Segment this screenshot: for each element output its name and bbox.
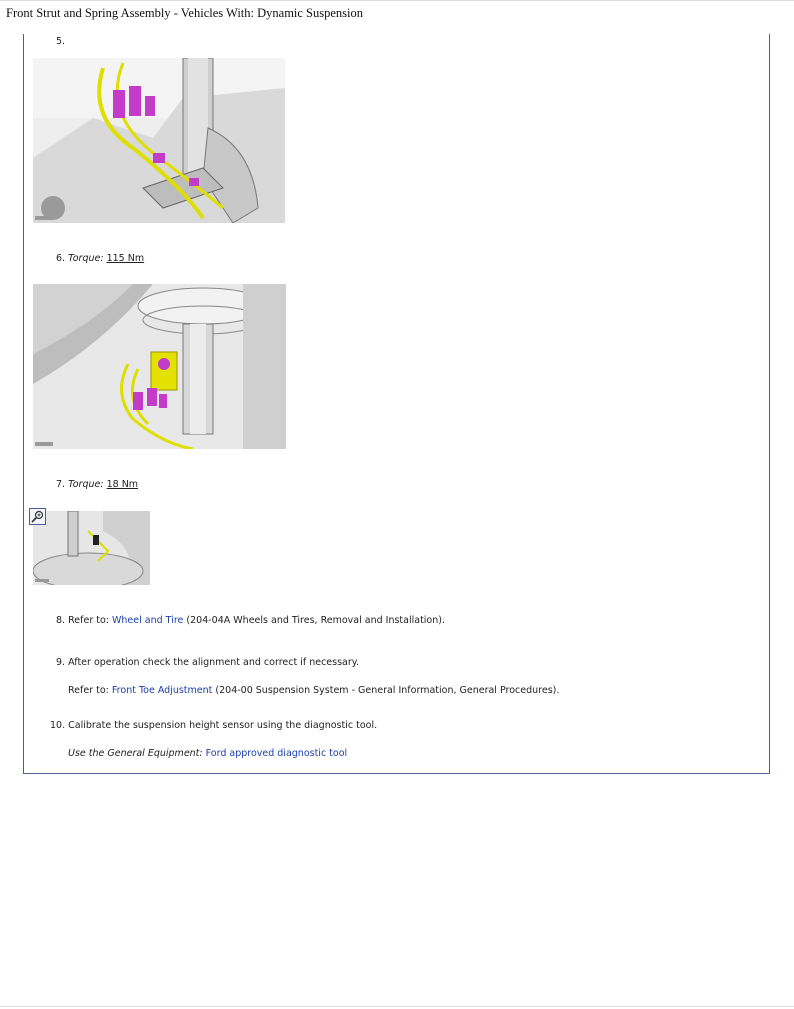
torque-label: Torque: <box>68 479 104 490</box>
step-9-reference <box>68 685 559 696</box>
step-10-equipment <box>68 748 347 759</box>
figure-strut-bracket <box>33 284 286 449</box>
wheel-and-tire-link[interactable]: Wheel and Tire <box>112 615 184 626</box>
step-6 <box>56 253 144 264</box>
step-text: Calibrate the suspension height sensor using the diagnostic tool. <box>68 720 378 731</box>
step-number: 5. <box>56 36 66 47</box>
torque-label: Torque: <box>68 253 104 264</box>
top-rule <box>0 0 794 1</box>
refer-label: Refer to: <box>68 615 109 626</box>
step-9 <box>56 657 359 668</box>
reference-detail: (204-04A Wheels and Tires, Removal and Installation). <box>186 615 445 626</box>
diagnostic-tool-link[interactable]: Ford approved diagnostic tool <box>205 748 348 759</box>
torque-value[interactable]: 18 Nm <box>106 479 139 490</box>
refer-label: Refer to: <box>68 685 109 696</box>
magnifier-icon <box>30 509 45 524</box>
torque-value[interactable]: 115 Nm <box>106 253 145 264</box>
figure-height-sensor-thumbnail[interactable] <box>33 511 150 585</box>
step-10 <box>50 720 377 731</box>
zoom-button[interactable] <box>29 508 46 525</box>
step-text: After operation check the alignment and correct if necessary. <box>68 657 360 668</box>
step-number: 10. <box>50 720 66 731</box>
front-toe-adjustment-link[interactable]: Front Toe Adjustment <box>111 685 213 696</box>
figure-strut-connectors <box>33 58 285 223</box>
step-8 <box>56 615 445 626</box>
step-number: 6. <box>56 253 66 264</box>
reference-detail: (204-00 Suspension System - General Information, General Procedures). <box>215 685 560 696</box>
step-number: 9. <box>56 657 66 668</box>
equipment-label: Use the General Equipment: <box>68 748 203 759</box>
step-number: 8. <box>56 615 66 626</box>
step-5 <box>56 36 65 47</box>
step-7 <box>56 479 138 490</box>
step-number: 7. <box>56 479 66 490</box>
bottom-rule <box>0 1006 794 1007</box>
page-title: Front Strut and Spring Assembly - Vehicles With: Dynamic Suspension <box>6 6 364 20</box>
